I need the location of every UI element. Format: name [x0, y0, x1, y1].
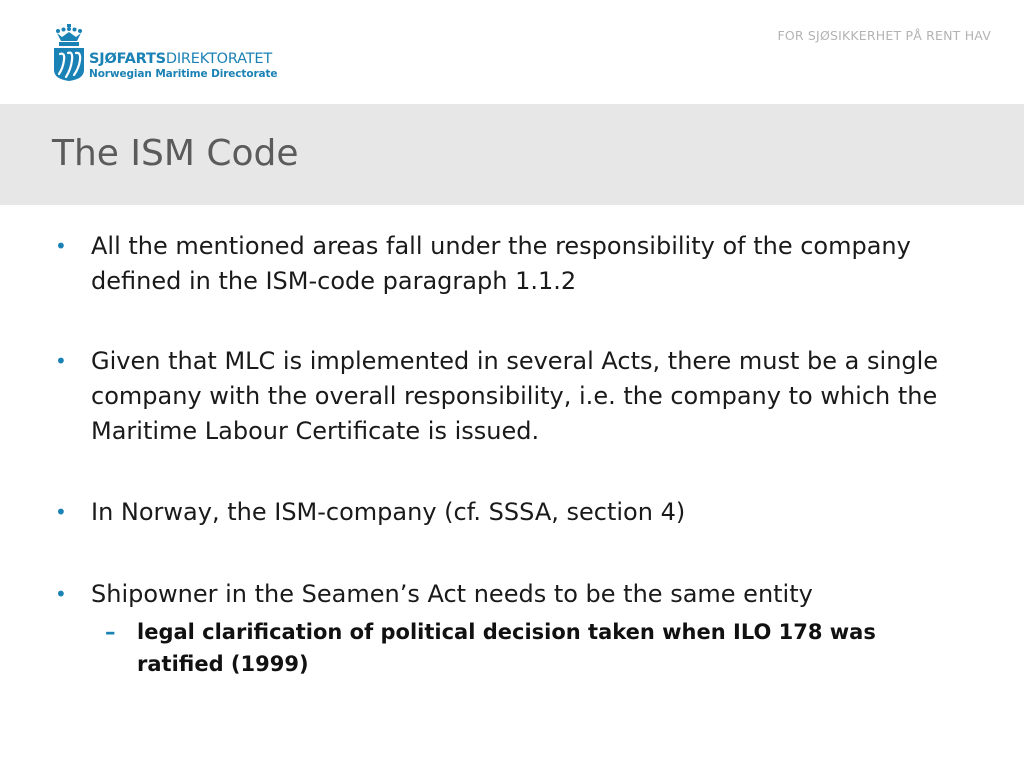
logo-text: [89, 51, 277, 81]
bullet-icon: •: [55, 500, 67, 524]
bullet-text: Given that MLC is implemented in several Acts, there must be a single company with the overall responsibility, i.e. the company to which the Maritime Labour Certificate is issued.: [91, 347, 939, 445]
logo-name-rest: DIREKTORATET: [165, 51, 272, 67]
bullet-item: [55, 495, 971, 530]
logo-name: [89, 51, 277, 67]
sub-bullet-text: legal clarification of political decision taken when ILO 178 was ratified (1999): [137, 620, 876, 676]
dash-icon: –: [105, 620, 116, 644]
page-title: The ISM Code: [52, 133, 299, 174]
bullet-item: [55, 229, 971, 299]
logo-name-strong: SJØFARTS: [89, 51, 166, 67]
bullet-item: [55, 577, 971, 612]
bullet-item: [55, 344, 971, 449]
bullet-icon: •: [55, 582, 67, 606]
bullet-text: All the mentioned areas fall under the responsibility of the company defined in the ISM-code paragraph 1.1.2: [91, 232, 911, 295]
directorate-logo: [52, 24, 292, 84]
bullet-text: In Norway, the ISM-company (cf. SSSA, section 4): [91, 498, 686, 526]
tagline: FOR SJØSIKKERHET PÅ RENT HAV: [777, 28, 991, 43]
bullet-text: Shipowner in the Seamen’s Act needs to be the same entity: [91, 580, 813, 608]
bullet-icon: •: [55, 234, 67, 258]
sub-bullet-item: [105, 616, 937, 680]
crown-shield-icon: [52, 24, 86, 82]
logo-subtitle: Norwegian Maritime Directorate: [89, 68, 278, 80]
bullet-icon: •: [55, 349, 67, 373]
